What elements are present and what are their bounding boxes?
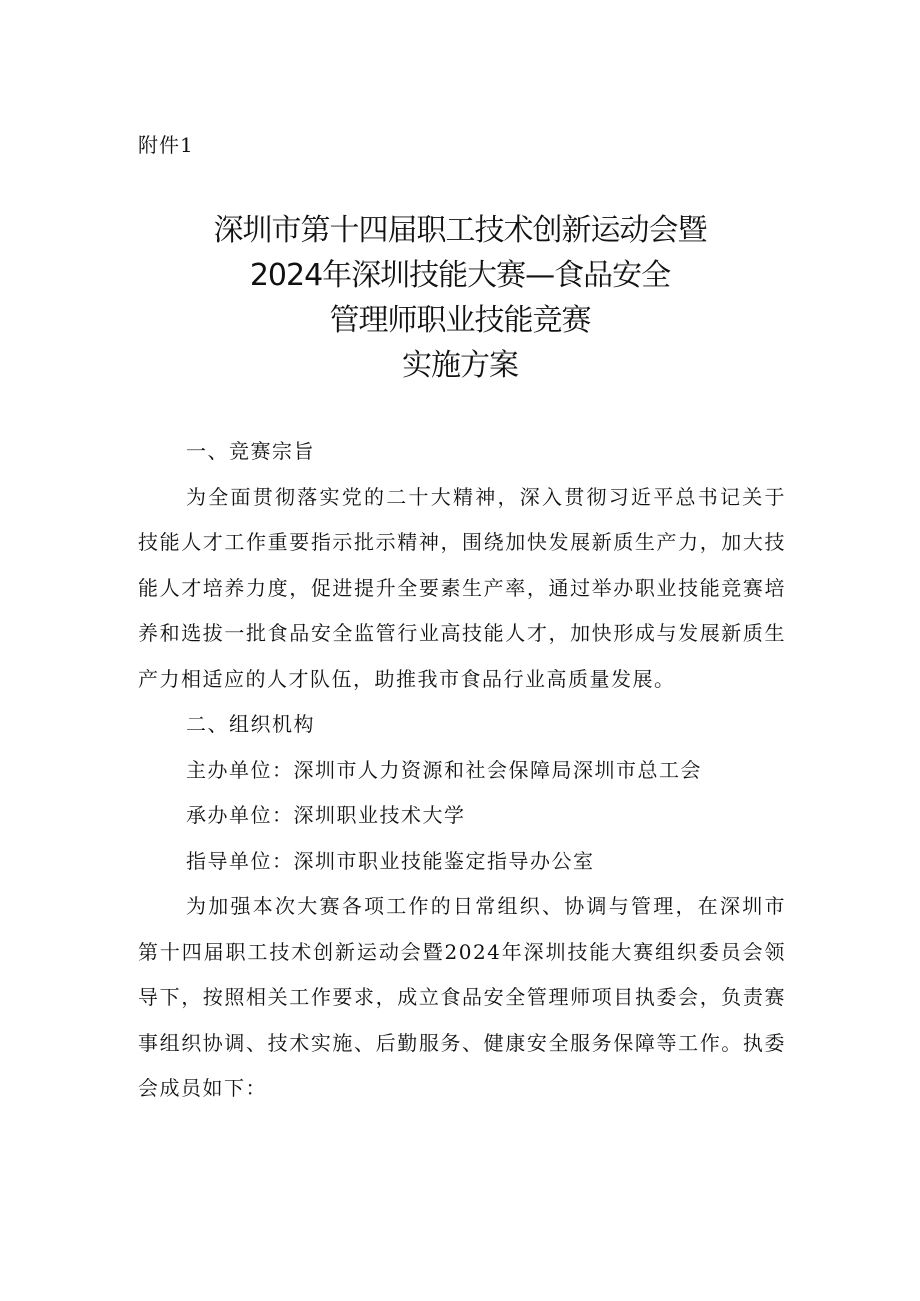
section-heading-purpose: 一、竞赛宗旨 (186, 439, 315, 463)
attachment-label: 附件1 (138, 133, 194, 157)
purpose-paragraph: 为全面贯彻落实党的二十大精神，深入贯彻习近平总书记关于技能人才工作重要指示批示精神，围绕加快发展新质生产力，加大技能人才培养力度，促进提升全要素生产率，通过举办职业技能竞赛培养和选拔一批食品安全监管行业高技能人才，加快形成与发展新质生产力相适应的人才队伍，助推我市食品行业高质量发展。 (138, 484, 786, 691)
title-line-1: 深圳市第十四届职工技术创新运动会暨 (213, 213, 707, 248)
title-line-4: 实施方案 (402, 348, 518, 383)
title-line-2: 2024年深圳技能大赛—食品安全 (249, 258, 671, 293)
title-line-3: 管理师职业技能竞赛 (329, 303, 591, 338)
organizer-unit: 承办单位：深圳职业技术大学 (186, 803, 466, 827)
document-body (138, 429, 786, 1112)
host-unit: 主办单位：深圳市人力资源和社会保障局深圳市总工会 (186, 757, 702, 782)
document-title (0, 208, 920, 388)
committee-paragraph: 为加强本次大赛各项工作的日常组织、协调与管理，在深圳市第十四届职工技术创新运动会暨2024年深圳技能大赛组织委员会领导下，按照相关工作要求，成立食品安全管理师项目执委会，负责赛事组织协调、技术实施、后勤服务、健康安全服务保障等工作。执委会成员如下： (138, 894, 786, 1100)
section-heading-organization: 二、组织机构 (186, 712, 315, 736)
guide-unit: 指导单位：深圳市职业技能鉴定指导办公室 (186, 848, 595, 873)
